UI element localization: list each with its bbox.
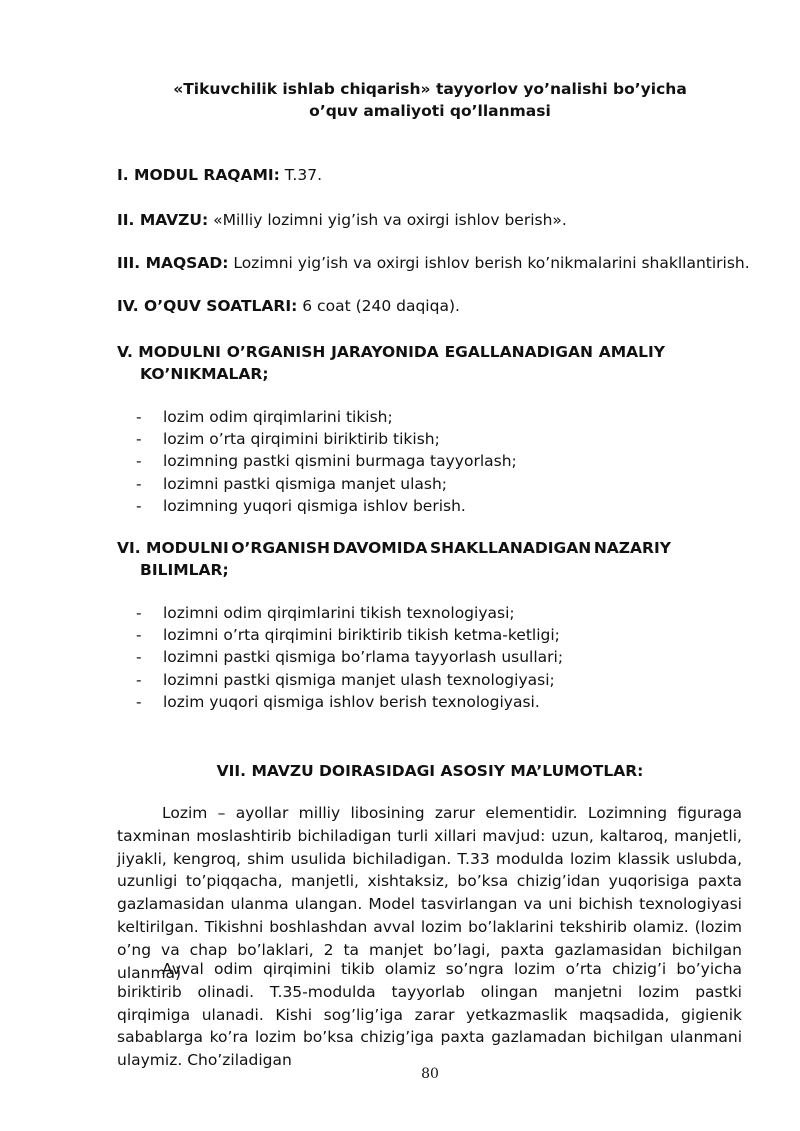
list-item: - lozimning pastki qismini burmaga tayyorlash; [136, 450, 517, 472]
goal-label: III. MAQSAD: [117, 254, 229, 272]
section-5-word: EGALLANADIGAN [444, 343, 593, 361]
module-number-label: I. MODUL RAQAMI: [117, 166, 280, 184]
study-hours-line [117, 295, 460, 317]
section-6-word: SHAKLLANADIGAN [430, 539, 592, 557]
goal-value: Lozimni yig’ish va oxirgi ishlov berish ko’nikmalarini shakllantirish. [228, 254, 750, 272]
list-item: - lozimni pastki qismiga manjet ulash; [136, 473, 517, 495]
body-paragraph-1: Lozim – ayollar milliy libosining zarur elementidir. Lozimning figuraga taxminan moslashtirib bichiladigan turli xillari mavjud: uzun, kaltaroq, manjetli, jiyakli, kengroq, shim usulida bichiladigan. T.33 modulda lozim klassik uslubda, uzunligi to’piqqacha, manjetli, xishtaksiz, bo’ksa chizig’idan yuqorisiga paxta gazlamasidan ulanma ulangan. Model tasvirlangan va uni bichish texnologiyasi keltirilgan. Tikishni boshlashdan avval lozim bo’laklarini tekshirib olamiz. (lozim o’ng va chap bo’laklari, 2 ta manjet bo’lagi, paxta gazlamasidan bichilgan ulanma) [117, 804, 742, 982]
goal-line [117, 252, 750, 274]
section-6-heading-line-2: BILIMLAR; [140, 561, 229, 579]
list-item: - lozim odim qirqimlarini tikish; [136, 406, 517, 428]
section-5-word: JARAYONIDA [331, 343, 439, 361]
list-item: - lozim yuqori qismiga ishlov berish texnologiyasi. [136, 691, 563, 713]
document-title [0, 78, 800, 122]
section-5-word: AMALIY [598, 343, 665, 361]
section-6-word: DAVOMIDA [332, 539, 428, 557]
body-paragraph-2: Avval odim qirqimini tikib olamiz so’ngra lozim o’rta chizig’i bo’yicha biriktirib olinadi. T.35-modulda tayyorlab olingan manjetni lozim pastki qirqimiga ulanadi. Kishi sog’lig’iga zarar yetkazmaslik maqsadida, gigienik sabablarga ko’ra lozim bo’ksa chizig’iga paxta gazlamadan bichilgan ulanmani ulaymiz. Cho’ziladigan [117, 960, 742, 1070]
section-6-word: O’RGANISH [231, 539, 330, 557]
topic-line [117, 209, 567, 231]
topic-value: «Milliy lozimni yig’ish va oxirgi ishlov berish». [208, 211, 567, 229]
study-hours-value: 6 соat (240 daqiqa). [297, 297, 460, 315]
section-6-word: NAZARIY [593, 539, 671, 557]
title-line-1: «Tikuvchilik ishlab chiqarish» tayyorlov yo’nalishi bo’yicha [173, 80, 687, 98]
list-item: - lozimning yuqori qismiga ishlov berish. [136, 495, 517, 517]
list-item: - lozimni pastki qismiga bo’rlama tayyorlash usullari; [136, 646, 563, 668]
module-number-line [117, 164, 322, 186]
page-number: 80 [421, 1066, 439, 1082]
list-item: - lozimni odim qirqimlarini tikish texnologiyasi; [136, 602, 563, 624]
list-item: - lozim o’rta qirqimini biriktirib tikish; [136, 428, 517, 450]
list-item: - lozimni pastki qismiga manjet ulash texnologiyasi; [136, 669, 563, 691]
section-5-heading [117, 341, 665, 385]
study-hours-label: IV. O’QUV SOATLARI: [117, 297, 298, 315]
section-5-word: V. MODULNI [117, 343, 221, 361]
section-6-list [136, 602, 563, 713]
section-5-heading-line-2: KO’NIKMALAR; [140, 365, 269, 383]
topic-label: II. MAVZU: [117, 211, 209, 229]
section-5-word: O’RGANISH [226, 343, 326, 361]
section-6-heading [117, 537, 671, 581]
title-line-2: o’quv amaliyoti qo’llanmasi [309, 102, 551, 120]
module-number-value: T.37. [279, 166, 323, 184]
list-item: - lozimni o’rta qirqimini biriktirib tikish ketma-ketligi; [136, 624, 563, 646]
section-6-word: VI. MODULNI [117, 539, 229, 557]
section-5-list [136, 406, 517, 517]
section-7-heading: VII. MAVZU DOIRASIDAGI ASOSIY MA’LUMOTLAR: [216, 762, 644, 780]
